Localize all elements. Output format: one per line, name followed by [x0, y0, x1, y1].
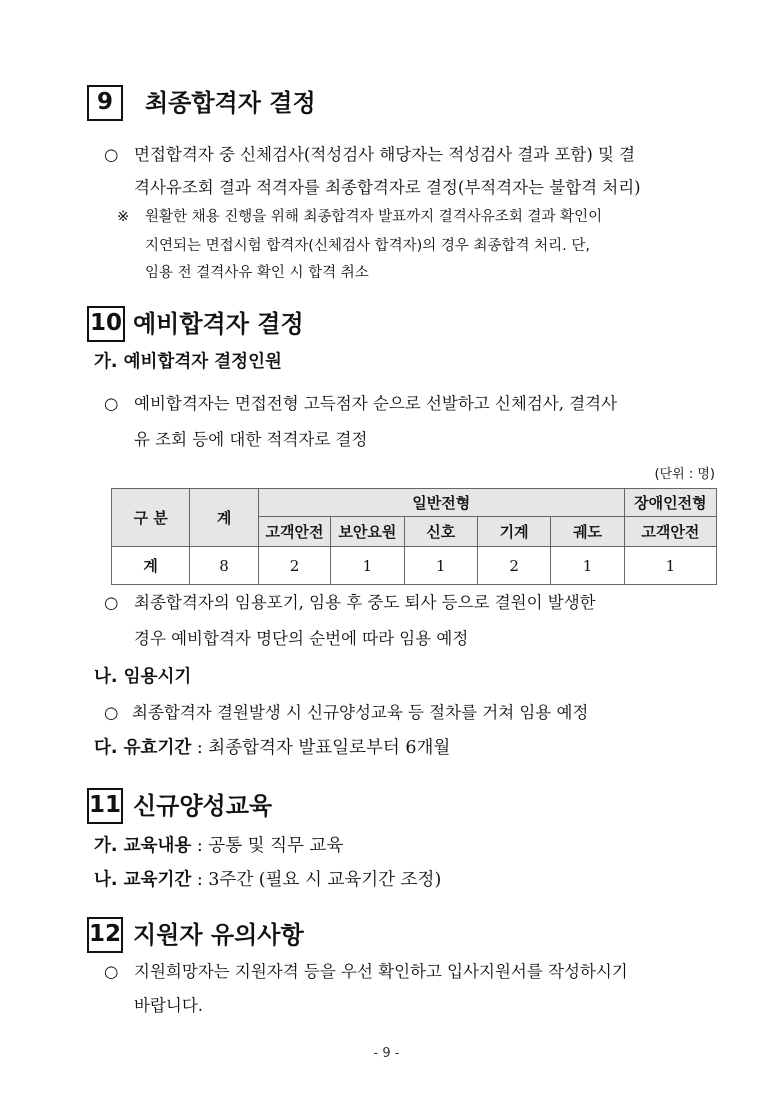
- page-number: - 9 -: [373, 1046, 400, 1061]
- s9-text-line1: 면접합격자 중 신체검사(적성검사 해당자는 적성검사 결과 포함) 및 결: [134, 145, 636, 164]
- section-9-number: 9: [87, 85, 123, 121]
- s11-sub-b-value: : 3주간 (필요 시 교육기간 조정): [191, 870, 442, 890]
- s11-sub-a-value: : 공통 및 직무 교육: [191, 836, 344, 856]
- cell-value: 1: [331, 547, 404, 585]
- note-mark: ※: [117, 209, 130, 225]
- cell-value: 1: [404, 547, 477, 585]
- row-total: 8: [190, 547, 258, 585]
- s9-note-line3: 임용 전 결격사유 확인 시 합격 취소: [145, 265, 369, 281]
- th-col: 고객안전: [624, 517, 716, 547]
- s10-sub-c-label: 다. 유효기간: [94, 738, 192, 758]
- s10-a-line1: 예비합격자는 면접전형 고득점자 순으로 선발하고 신체검사, 결격사: [134, 394, 618, 413]
- bullet-circle: ○: [104, 394, 119, 413]
- s10-sub-c: [94, 736, 450, 760]
- s10-a-line2: 유 조회 등에 대한 적격자로 결정: [134, 430, 368, 449]
- th-total: 계: [190, 489, 258, 547]
- section-11-title: 신규양성교육: [133, 792, 273, 820]
- s11-sub-b-label: 나. 교육기간: [94, 870, 192, 890]
- th-general: 일반전형: [258, 489, 624, 517]
- s10-sub-c-value: : 최종합격자 발표일로부터 6개월: [191, 738, 451, 758]
- bullet-circle: ○: [104, 703, 119, 722]
- section-10-title: 예비합격자 결정: [133, 310, 304, 338]
- s9-text-line2: 격사유조회 결과 적격자를 최종합격자로 결정(부적격자는 불합격 처리): [134, 178, 641, 197]
- th-disabled: 장애인전형: [624, 489, 716, 517]
- s10-b-line1: 최종합격자의 임용포기, 임용 후 중도 퇴사 등으로 결원이 발생한: [134, 593, 596, 612]
- s9-note-line2: 지연되는 면접시험 합격자(신체검사 합격자)의 경우 최종합격 처리. 단,: [145, 238, 590, 254]
- section-11-number: 11: [87, 788, 123, 824]
- table-row: [112, 547, 717, 585]
- bullet-circle: ○: [104, 145, 119, 164]
- s11-sub-a: [94, 834, 343, 858]
- s10-c-line1: 최종합격자 결원발생 시 신규양성교육 등 절차를 거쳐 임용 예정: [132, 703, 589, 722]
- bullet-circle: ○: [104, 962, 119, 981]
- th-col: 고객안전: [258, 517, 330, 547]
- row-label: 계: [112, 547, 190, 585]
- s10-sub-a: 가. 예비합격자 결정인원: [94, 352, 282, 372]
- cell-value: 2: [477, 547, 550, 585]
- s10-sub-b: 나. 임용시기: [94, 667, 192, 687]
- s12-line2: 바랍니다.: [134, 996, 204, 1015]
- th-col: 신호: [404, 517, 477, 547]
- s11-sub-b: [94, 868, 441, 892]
- table-unit: (단위 : 명): [654, 467, 715, 482]
- th-col: 기계: [477, 517, 550, 547]
- th-category: 구 분: [112, 489, 190, 547]
- s12-line1: 지원희망자는 지원자격 등을 우선 확인하고 입사지원서를 작성하시기: [134, 962, 628, 981]
- cell-value: 2: [258, 547, 330, 585]
- section-9-title: 최종합격자 결정: [145, 89, 316, 117]
- section-12-title: 지원자 유의사항: [133, 921, 304, 949]
- s11-sub-a-label: 가. 교육내용: [94, 836, 192, 856]
- s9-note-line1: 원활한 채용 진행을 위해 최종합격자 발표까지 결격사유조회 결과 확인이: [145, 209, 603, 225]
- cell-value: 1: [624, 547, 716, 585]
- th-col: 보안요원: [331, 517, 404, 547]
- cell-value: 1: [551, 547, 624, 585]
- section-10-number: 10: [87, 306, 125, 342]
- bullet-circle: ○: [104, 593, 119, 612]
- section-12-number: 12: [87, 917, 123, 953]
- recruit-table: [111, 488, 717, 585]
- s10-b-line2: 경우 예비합격자 명단의 순번에 따라 임용 예정: [134, 629, 469, 648]
- th-col: 궤도: [551, 517, 624, 547]
